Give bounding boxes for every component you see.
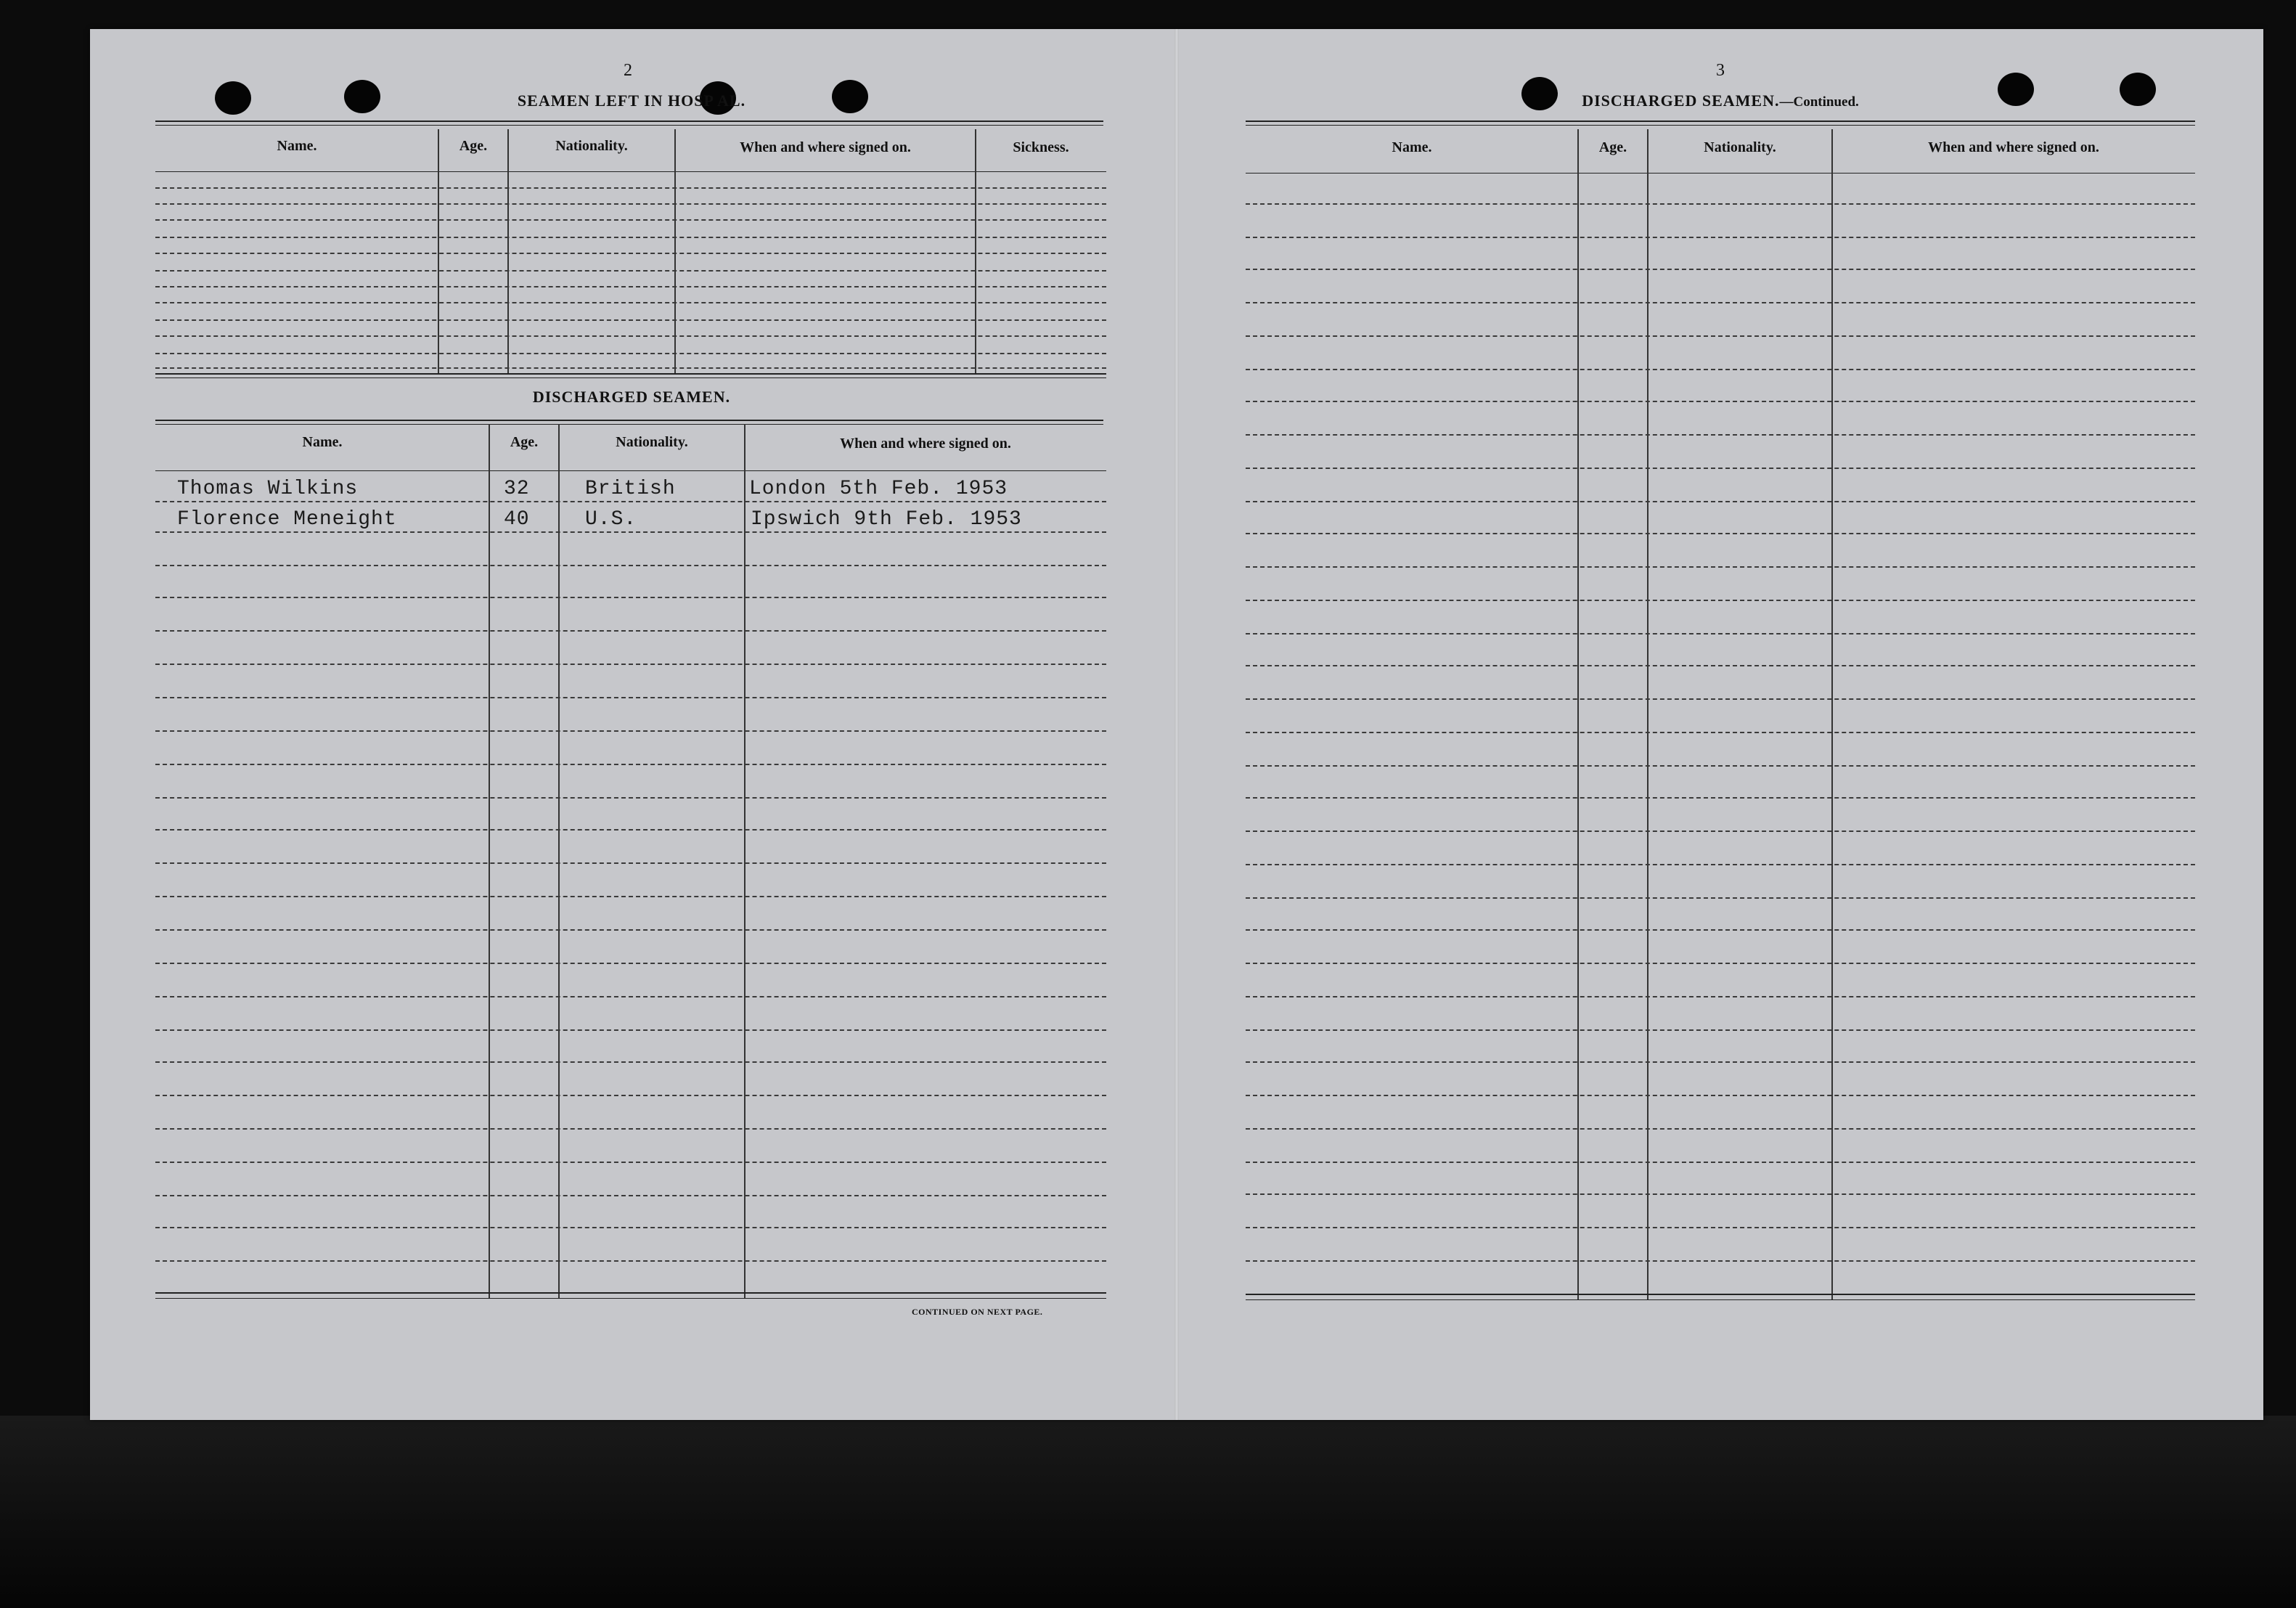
col-sickness-header: Sickness.	[1013, 139, 1069, 155]
rule	[1246, 1299, 2195, 1300]
rule	[155, 420, 1103, 421]
column-divider	[489, 424, 490, 1298]
col-nationality-header: Nationality.	[1704, 139, 1776, 155]
seaman-nationality: British	[585, 478, 676, 500]
discharged-section-title: DISCHARGED SEAMEN.	[532, 388, 731, 406]
rule	[155, 373, 1106, 375]
column-divider	[558, 424, 560, 1298]
rule	[155, 125, 1103, 126]
seaman-nationality: U.S.	[585, 508, 637, 531]
col-age-header: Age.	[1598, 139, 1627, 155]
scanner-background	[0, 1416, 2296, 1608]
center-fold	[1174, 29, 1179, 1420]
punch-hole	[1998, 73, 2034, 106]
col-nationality-header: Nationality.	[616, 434, 688, 450]
hospital-section-title: SEAMEN LEFT IN HOSP AL.	[517, 91, 746, 110]
rule	[155, 121, 1103, 122]
punch-hole	[215, 81, 251, 115]
seaman-age: 40	[504, 508, 530, 531]
punch-hole	[832, 80, 868, 113]
punch-hole	[1521, 77, 1558, 110]
rule	[155, 377, 1106, 378]
seaman-name: Florence Meneight	[177, 508, 397, 531]
title-continued: —Continued.	[1779, 94, 1859, 110]
column-divider	[1831, 129, 1833, 1299]
col-nationality-header: Nationality.	[555, 138, 628, 154]
discharged-continued-title	[1568, 91, 1873, 110]
rule	[1246, 173, 2195, 174]
punch-hole	[2120, 73, 2156, 106]
col-signed-on-header: When and where signed on.	[840, 436, 1011, 452]
rule	[1246, 121, 2195, 122]
rule	[1246, 1294, 2195, 1295]
column-divider	[1577, 129, 1579, 1299]
seaman-signed-on: Ipswich 9th Feb. 1953	[751, 508, 1022, 531]
rule	[155, 171, 1106, 172]
rule	[155, 1298, 1106, 1299]
rule	[155, 424, 1103, 425]
seaman-age: 32	[504, 478, 530, 500]
column-divider	[1647, 129, 1649, 1299]
seaman-signed-on: London 5th Feb. 1953	[749, 478, 1008, 500]
col-name-header: Name.	[277, 138, 317, 154]
col-age-header: Age.	[459, 138, 488, 154]
col-signed-on-header: When and where signed on.	[1928, 139, 2099, 155]
rule	[155, 470, 1106, 471]
col-name-header: Name.	[302, 434, 343, 450]
col-name-header: Name.	[1392, 139, 1432, 155]
seaman-name: Thomas Wilkins	[177, 478, 359, 500]
col-age-header: Age.	[510, 434, 539, 450]
punch-hole	[344, 80, 380, 113]
col-signed-on-header: When and where signed on.	[740, 139, 911, 155]
page-number: 3	[1716, 61, 1725, 80]
continued-note: CONTINUED ON NEXT PAGE.	[912, 1307, 1043, 1317]
page-number: 2	[624, 61, 632, 80]
rule	[1246, 125, 2195, 126]
column-divider	[744, 424, 745, 1298]
rule	[155, 1292, 1106, 1294]
title-main: DISCHARGED SEAMEN.	[1582, 91, 1780, 110]
